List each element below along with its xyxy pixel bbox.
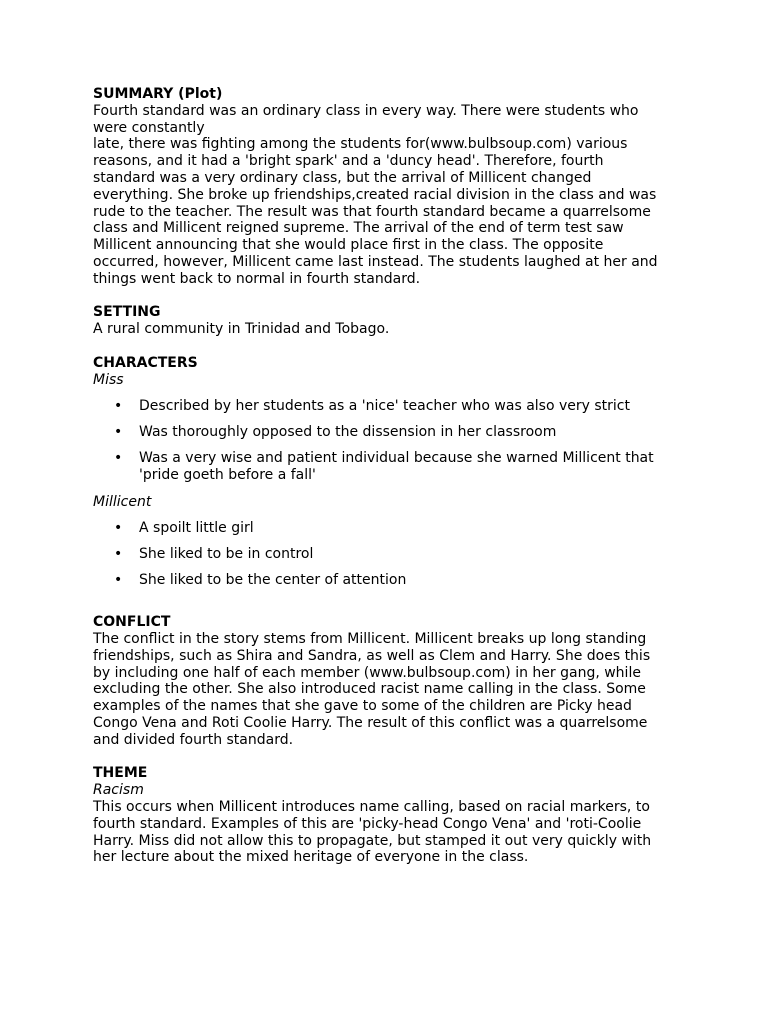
text-line: rude to the teacher. The result was that fourth standard became a quarrelsome — [93, 203, 651, 220]
bullet-icon: • — [114, 572, 123, 589]
section-spacer — [93, 288, 671, 305]
character-name-millicent: Millicent — [93, 493, 152, 510]
text-line: fourth standard. Examples of this are 'picky-head Congo Vena' and 'roti-Coolie — [93, 815, 642, 832]
document-body — [93, 86, 671, 866]
setting-heading: SETTING — [93, 304, 161, 321]
bullet-icon: • — [114, 519, 123, 536]
text-line: things went back to normal in fourth standard. — [93, 270, 421, 287]
character-name-miss: Miss — [93, 371, 124, 388]
text-line: late, there was fighting among the students for(www.bulbsoup.com) various — [93, 136, 628, 153]
bullet-icon: • — [114, 424, 123, 441]
text-line: This occurs when Millicent introduces name calling, based on racial markers, to — [93, 798, 650, 815]
setting-text: A rural community in Trinidad and Tobago. — [93, 321, 390, 338]
summary-section — [93, 86, 671, 288]
conflict-paragraph — [93, 631, 671, 749]
text-line: excluding the other. She also introduced racist name calling in the class. Some — [93, 681, 646, 698]
conflict-heading: CONFLICT — [93, 614, 171, 631]
text-line: standard was a very ordinary class, but the arrival of Millicent changed — [93, 169, 592, 186]
text-line: were constantly — [93, 119, 205, 136]
list-item-text: Described by her students as a 'nice' teacher who was also very strict — [139, 397, 630, 414]
text-line: class and Millicent reigned supreme. The arrival of the end of term test saw — [93, 220, 624, 237]
text-line: The conflict in the story stems from Millicent. Millicent breaks up long standing — [93, 631, 647, 648]
characters-section — [93, 355, 671, 589]
text-line: Fourth standard was an ordinary class in every way. There were students who — [93, 102, 639, 119]
text-line: reasons, and it had a 'bright spark' and a 'duncy head'. Therefore, fourth — [93, 153, 604, 170]
text-line: her lecture about the mixed heritage of everyone in the class. — [93, 849, 529, 866]
text-line: and divided fourth standard. — [93, 731, 294, 748]
summary-heading: SUMMARY (Plot) — [93, 86, 223, 102]
theme-heading: THEME — [93, 765, 148, 782]
list-item-text: Was a very wise and patient individual because she warned Millicent that — [139, 450, 654, 467]
text-line: everything. She broke up friendships,created racial division in the class and was — [93, 186, 657, 203]
miss-traits-list — [93, 398, 671, 484]
list-item — [93, 450, 671, 484]
list-item-text: She liked to be in control — [139, 546, 314, 563]
list-item — [93, 398, 671, 415]
text-line: Congo Vena and Roti Coolie Harry. The result of this conflict was a quarrelsome — [93, 715, 648, 731]
bullet-icon: • — [114, 450, 123, 467]
text-line: by including one half of each member (www.bulbsoup.com) in her gang, while — [93, 664, 641, 681]
section-spacer — [93, 749, 671, 766]
millicent-traits-list — [93, 520, 671, 589]
text-line: Millicent announcing that she would place first in the class. The opposite — [93, 237, 604, 254]
bullet-icon: • — [114, 397, 123, 414]
list-item-text: A spoilt little girl — [139, 519, 254, 536]
theme-section — [93, 765, 671, 866]
list-item-text: Was thoroughly opposed to the dissension in her classroom — [139, 424, 557, 441]
list-item — [93, 546, 671, 563]
section-spacer — [93, 338, 671, 355]
text-line: friendships, such as Shira and Sandra, as well as Clem and Harry. She does this — [93, 647, 651, 664]
theme-subheading: Racism — [93, 782, 144, 799]
list-item — [93, 424, 671, 441]
list-item-text: She liked to be the center of attention — [139, 572, 407, 589]
list-item-text-continued: 'pride goeth before a fall' — [139, 467, 316, 484]
bullet-icon: • — [114, 546, 123, 563]
section-spacer — [93, 589, 671, 614]
text-line: Harry. Miss did not allow this to propagate, but stamped it out very quickly with — [93, 832, 652, 849]
text-line: examples of the names that she gave to some of the children are Picky head — [93, 698, 632, 715]
list-item — [93, 520, 671, 537]
characters-heading: CHARACTERS — [93, 354, 198, 371]
list-item — [93, 572, 671, 589]
setting-section — [93, 304, 671, 338]
summary-paragraph — [93, 103, 671, 288]
text-line: occurred, however, Millicent came last instead. The students laughed at her and — [93, 253, 658, 270]
conflict-section — [93, 614, 671, 748]
theme-paragraph — [93, 799, 671, 866]
